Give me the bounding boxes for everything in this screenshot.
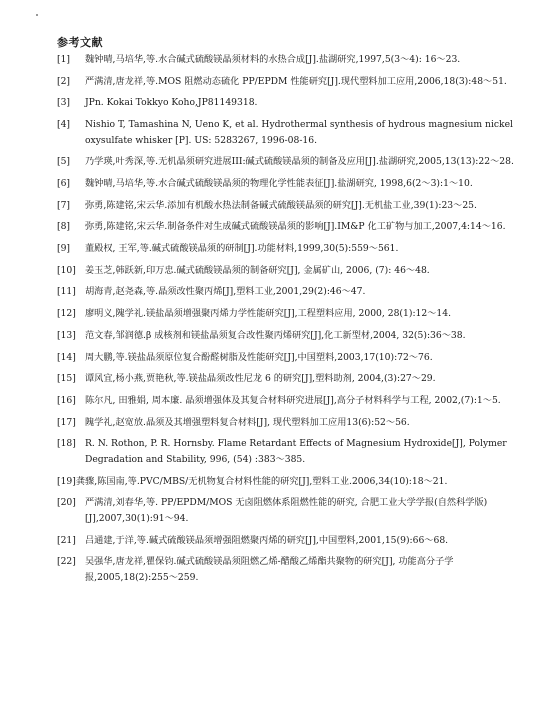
reference-text: 谭风宜,杨小燕,贾艳秋,等.镁盐晶须改性尼龙 6 的研究[J],塑料助剂, 2004,(3):27～29. <box>85 373 436 385</box>
reference-text: 周大鹏,等.镁盐晶须原位复合酚醛树脂及性能研究[J],中国塑料,2003,17(10):72～76. <box>85 351 433 363</box>
reference-text: 吕通建,于洋,等.碱式硫酸镁晶须增强阻燃聚丙烯的研究[J],中国塑料,2001,15(9):66～68. <box>85 534 449 546</box>
reference-item <box>57 554 527 585</box>
reference-number: [10] <box>57 264 76 276</box>
reference-text: 严满清,唐龙祥,等.MOS 阻燃动态硫化 PP/EPDM 性能研究[J].现代塑料加工应用,2006,18(3):48～51. <box>85 75 507 87</box>
reference-number: [20] <box>57 497 76 509</box>
reference-text: 乃学瑛,叶秀深,等.无机晶须研究进展III:碱式硫酸镁晶须的制备及应用[J].盐湖研究,2005,13(13):22～28. <box>85 156 514 168</box>
reference-text: 董殿权, 王军,等.碱式硫酸镁晶须的研制[J].功能材料,1999,30(5):559～561. <box>85 243 399 255</box>
reference-item <box>57 533 527 549</box>
reference-item <box>57 436 527 467</box>
reference-text: 弥勇,陈建铭,宋云华.添加有机酸水热法制备碱式硫酸镁晶须的研究[J].无机盐工业,39(1):23～25. <box>85 199 477 211</box>
reference-number: [6] <box>57 178 71 190</box>
reference-item <box>57 241 527 257</box>
reference-list <box>57 52 527 592</box>
reference-number: [4] <box>57 119 71 131</box>
reference-item <box>57 474 527 490</box>
reference-text: 隗学礼,赵宽放.晶须及其增强塑料复合材料[J], 现代塑料加工应用13(6):52～56. <box>85 416 410 428</box>
reference-text: 魏钟晴,马培华,等.水合碱式硫酸镁晶须材料的水热合成[J].盐湖研究,1997,5(3～4): 16～23. <box>85 54 461 65</box>
reference-item <box>57 284 527 300</box>
reference-item <box>57 393 527 409</box>
reference-number: [3] <box>57 97 71 109</box>
reference-number: [5] <box>57 156 71 168</box>
reference-text: 魏钟晴,马培华,等.水合碱式硫酸镁晶须的物理化学性能表征[J].盐湖研究, 1998,6(2～3):1～10. <box>85 178 473 190</box>
reference-number: [18] <box>57 438 76 450</box>
reference-item <box>57 95 527 111</box>
reference-item <box>57 328 527 344</box>
reference-number: [19] <box>57 475 76 487</box>
reference-text: 龚骤,陈国南,等.PVC/MBS/无机物复合材料性能的研究[J],塑料工业.2006,34(10):18～21. <box>75 475 448 487</box>
reference-number: [22] <box>57 556 76 568</box>
reference-item <box>57 198 527 214</box>
reference-number: [21] <box>57 534 76 546</box>
reference-text: Nishio T, Tamashina N, Ueno K, et al. Hydrothermal synthesis of hydrous magnesium nickel oxysulfate whisker [P]. US: 5283267, 1996-08-16. <box>85 119 513 146</box>
reference-item <box>57 415 527 431</box>
reference-item <box>57 52 527 68</box>
reference-item <box>57 371 527 387</box>
reference-number: [8] <box>57 221 71 233</box>
reference-text: 严满清,刘春华,等. PP/EPDM/MOS 无卤阻燃体系阻燃性能的研究, 合肥工业大学学报(自然科学版)[J],2007,30(1):91～94. <box>85 497 488 524</box>
reference-item <box>57 219 527 235</box>
reference-text: 吴强华,唐龙祥,瞿保钧.碱式硫酸镁晶须阻燃乙烯-醋酸乙烯酯共聚物的研究[J], 功能高分子学报,2005,18(2):255～259. <box>85 556 454 583</box>
reference-item <box>57 176 527 192</box>
reference-number: [14] <box>57 351 76 363</box>
reference-item <box>57 306 527 322</box>
reference-number: [12] <box>57 308 76 320</box>
reference-number: [9] <box>57 243 71 255</box>
reference-item <box>57 495 527 526</box>
reference-number: [11] <box>57 286 76 298</box>
reference-text: 弥勇,陈建铭,宋云华.制备条件对生成碱式硫酸镁晶须的影响[J].IM&P 化工矿物与加工,2007,4:14～16. <box>85 221 506 233</box>
reference-text: 姜玉芝,韩跃新,印万忠.碱式硫酸镁晶须的制备研究[J], 金属矿山, 2006, (7): 46～48. <box>85 264 430 276</box>
reference-text: 陈尔凡, 田雅娟, 周本廉. 晶须增强体及其复合材料研究进展[J],高分子材料科学与工程, 2002,(7):1～5. <box>85 394 501 406</box>
reference-text: 胡海青,赵尧森,等.晶须改性聚丙烯[J],塑料工业,2001,29(2):46～47. <box>85 286 366 298</box>
reference-number: [7] <box>57 199 71 211</box>
reference-item <box>57 263 527 279</box>
reference-number: [15] <box>57 373 76 385</box>
reference-item <box>57 350 527 366</box>
reference-text: 廖明义,隗学礼.镁盐晶须增强聚丙烯力学性能研究[J],工程塑料应用, 2000, 28(1):12～14. <box>85 308 452 320</box>
reference-item <box>57 74 527 90</box>
reference-number: [16] <box>57 394 76 406</box>
section-heading: 参考文献 <box>57 36 103 49</box>
reference-item <box>57 117 527 148</box>
scan-speck <box>36 14 38 16</box>
reference-number: [17] <box>57 416 76 428</box>
reference-text: 范文春,邹润德.β 成核剂和镁盐晶须复合改性聚丙烯研究[J],化工新型材,2004, 32(5):36～38. <box>85 329 466 341</box>
reference-text: R. N. Rothon, P. R. Hornsby. Flame Retardant Effects of Magnesium Hydroxide[J], Polymer Degradation and Stability, 996, (54) :383～385. <box>85 438 507 465</box>
reference-text: JPn. Kokai Tokkyo Koho,JP81149318. <box>85 97 258 109</box>
reference-number: [13] <box>57 329 76 341</box>
reference-item <box>57 154 527 170</box>
reference-number: [2] <box>57 75 71 87</box>
reference-number: [1] <box>57 54 71 65</box>
